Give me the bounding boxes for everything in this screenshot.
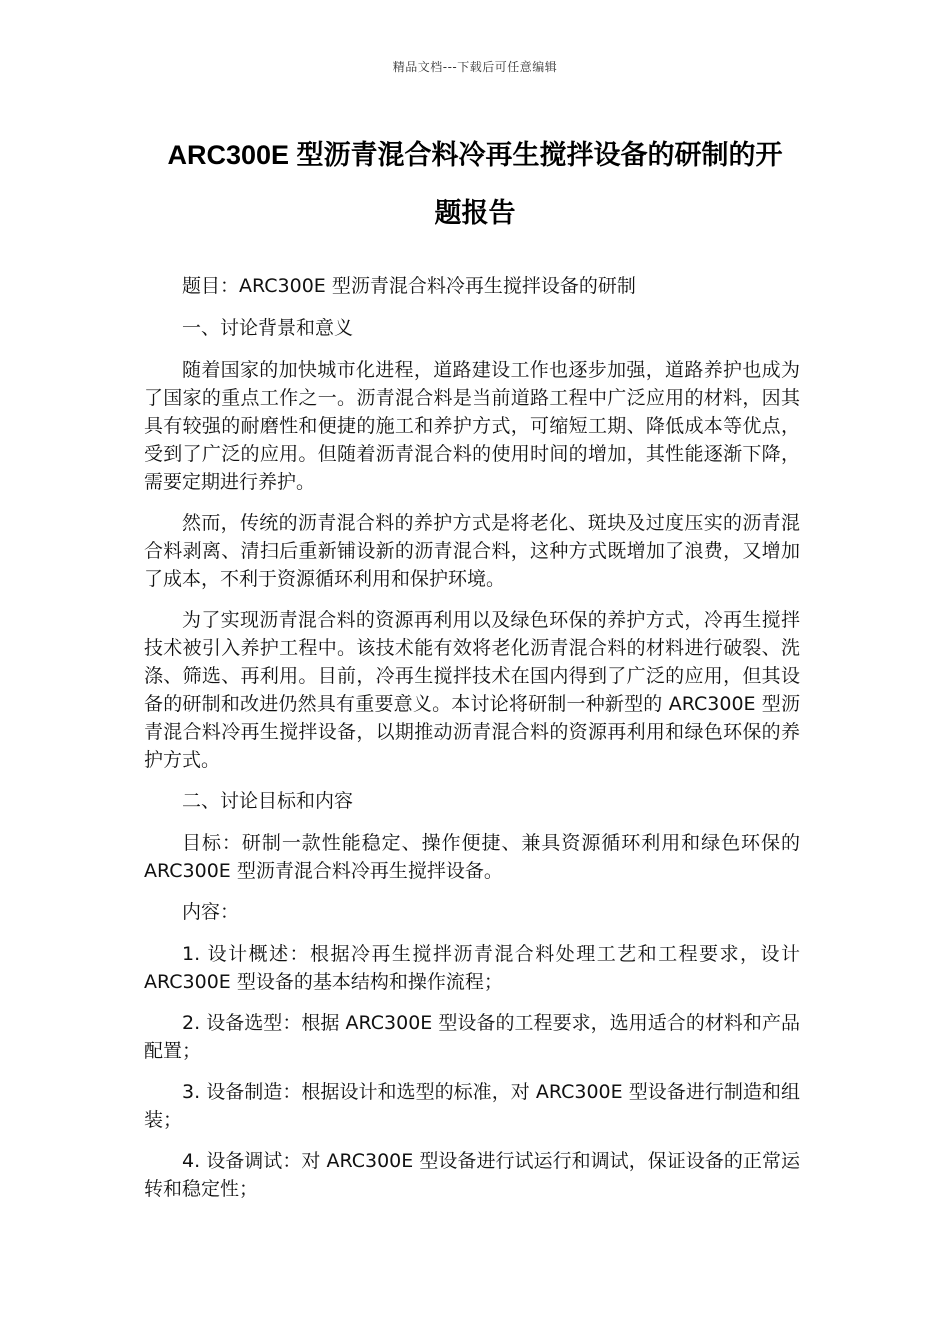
header-note: 精品文档---下载后可任意编辑 xyxy=(392,60,558,74)
topic-line: 题目：ARC300E 型沥青混合料冷再生搅拌设备的研制 xyxy=(182,275,636,297)
list-item-2: 2. 设备选型：根据 ARC300E 型设备的工程要求，选用适合的材料和产品配置； xyxy=(144,1012,800,1062)
content-label: 内容： xyxy=(182,901,240,923)
title-line-2: 题报告 xyxy=(434,198,516,228)
section-heading-background: 一、讨论背景和意义 xyxy=(182,317,354,339)
paragraph-background-3: 为了实现沥青混合料的资源再利用以及绿色环保的养护方式，冷再生搅拌技术被引入养护工程中。该技术能有效将老化沥青混合料的材料进行破裂、洗涤、筛选、再利用。目前，冷再生搅拌技术在国内得到了广泛的应用，但其设备的研制和改进仍然具有重要意义。本讨论将研制一种新型的 ARC300E 型沥青混合料冷再生搅拌设备，以期推动沥青混合料的资源再利用和绿色环保的养护方式。 xyxy=(144,609,800,771)
list-item-3: 3. 设备制造：根据设计和选型的标准，对 ARC300E 型设备进行制造和组装； xyxy=(144,1081,800,1131)
document-body xyxy=(144,272,800,1216)
document-title xyxy=(140,126,810,242)
list-item-1: 1. 设计概述：根据冷再生搅拌沥青混合料处理工艺和工程要求，设计 ARC300E 型设备的基本结构和操作流程； xyxy=(144,943,800,993)
paragraph-background-1: 随着国家的加快城市化进程，道路建设工作也逐步加强，道路养护也成为了国家的重点工作之一。沥青混合料是当前道路工程中广泛应用的材料，因其具有较强的耐磨性和便捷的施工和养护方式，可缩短工期、降低成本等优点，受到了广泛的应用。但随着沥青混合料的使用时间的增加，其性能逐渐下降，需要定期进行养护。 xyxy=(144,359,800,493)
paragraph-goal: 目标：研制一款性能稳定、操作便捷、兼具资源循环利用和绿色环保的 ARC300E 型沥青混合料冷再生搅拌设备。 xyxy=(144,832,800,882)
section-heading-goals: 二、讨论目标和内容 xyxy=(182,790,354,812)
paragraph-background-2: 然而，传统的沥青混合料的养护方式是将老化、斑块及过度压实的沥青混合料剥离、清扫后重新铺设新的沥青混合料，这种方式既增加了浪费，又增加了成本，不利于资源循环利用和保护环境。 xyxy=(144,512,800,590)
title-line-1: ARC300E 型沥青混合料冷再生搅拌设备的研制的开 xyxy=(167,140,783,170)
list-item-4: 4. 设备调试：对 ARC300E 型设备进行试运行和调试，保证设备的正常运转和稳定性； xyxy=(144,1150,800,1200)
